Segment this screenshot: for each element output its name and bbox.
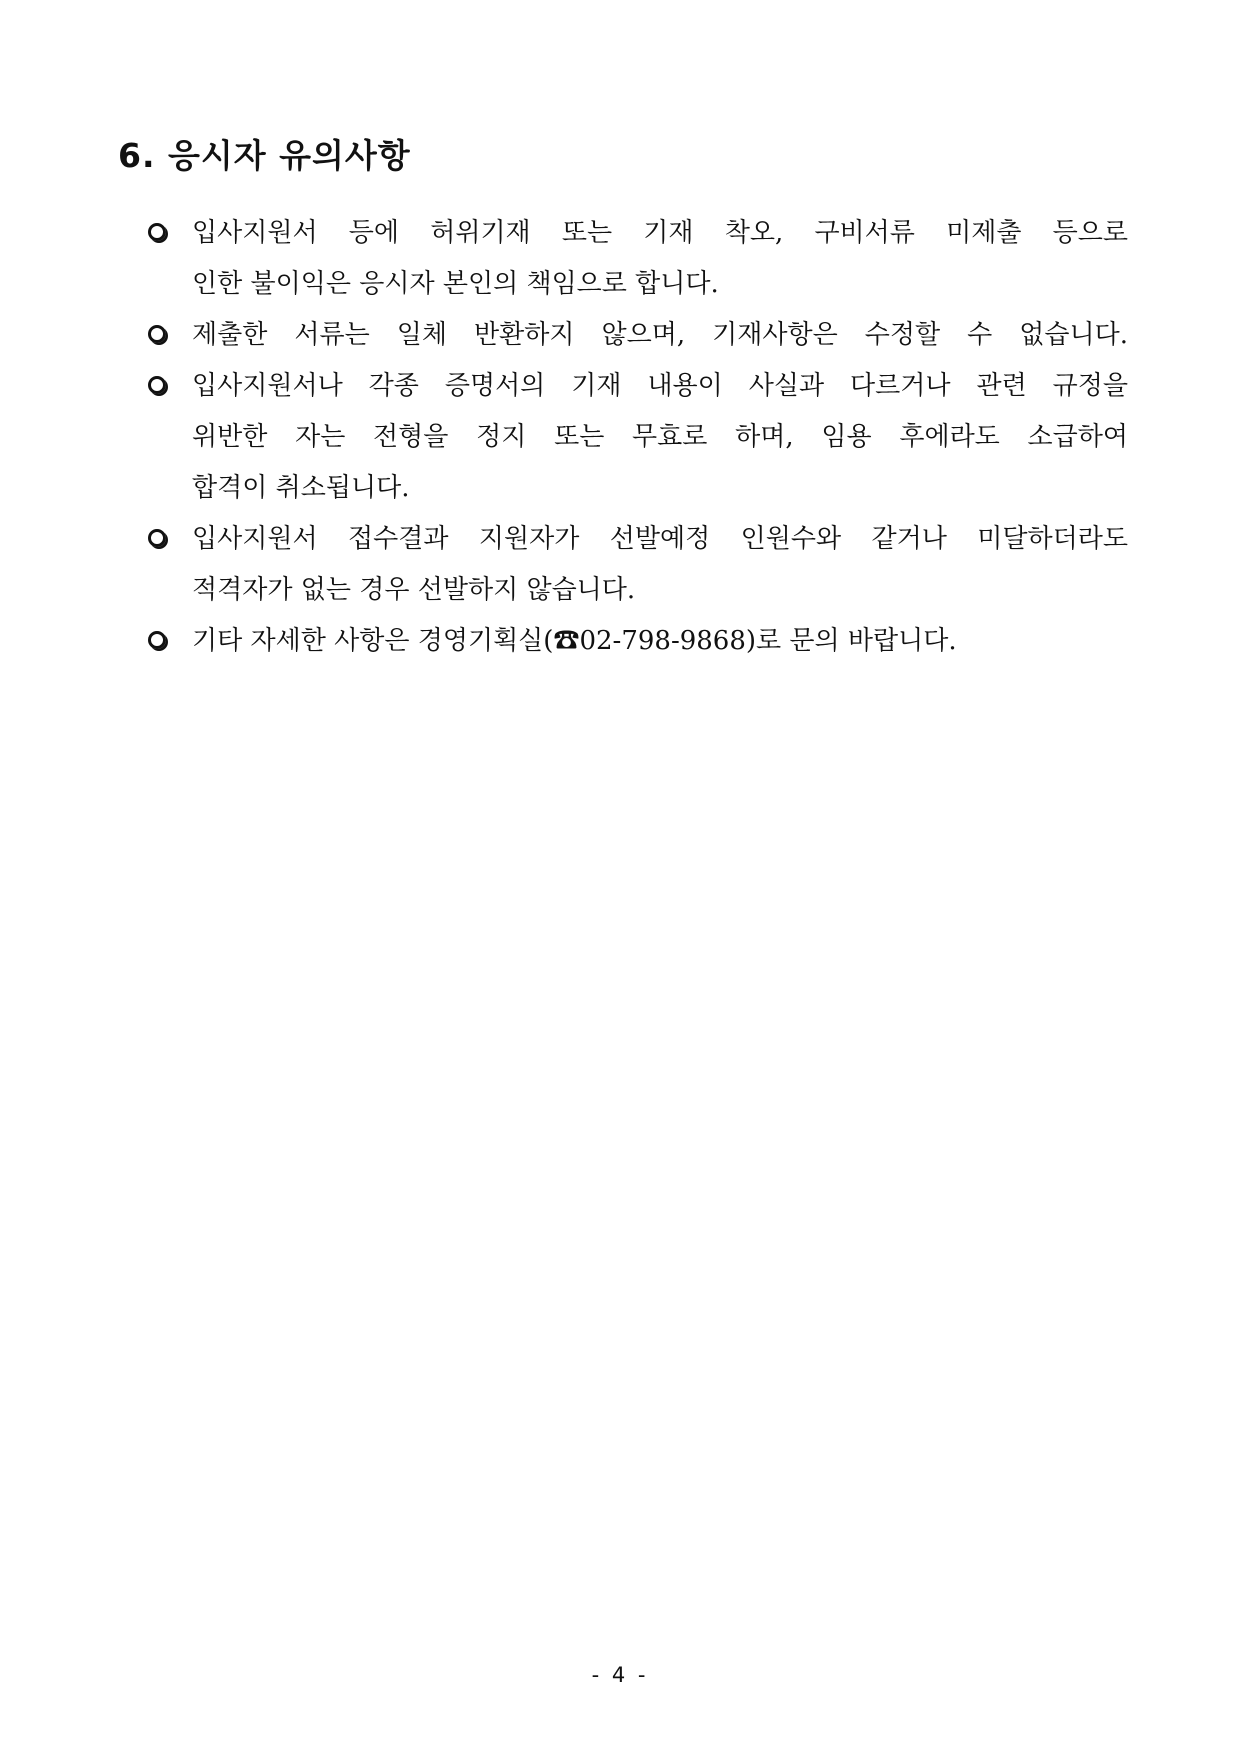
circle-bullet-icon [148, 529, 166, 547]
notice-item [148, 514, 1128, 616]
circle-bullet-icon [148, 376, 166, 394]
notice-line: 입사지원서나 각종 증명서의 기재 내용이 사실과 다르거나 관련 규정을 [192, 371, 1128, 401]
circle-bullet-icon [148, 223, 166, 241]
notice-item [148, 310, 1128, 361]
notice-line: 위반한 자는 전형을 정지 또는 무효로 하며, 임용 후에라도 소급하여 [192, 422, 1128, 452]
page-number: - 4 - [591, 1663, 649, 1687]
notice-line: 입사지원서 접수결과 지원자가 선발예정 인원수와 같거나 미달하더라도 [192, 524, 1128, 554]
notice-item [148, 361, 1128, 514]
notice-line: 적격자가 없는 경우 선발하지 않습니다. [192, 575, 636, 605]
circle-bullet-icon [148, 631, 166, 649]
notice-line: 제출한 서류는 일체 반환하지 않으며, 기재사항은 수정할 수 없습니다. [192, 320, 1128, 350]
circle-bullet-icon [148, 325, 166, 343]
notice-line: 입사지원서 등에 허위기재 또는 기재 착오, 구비서류 미제출 등으로 [192, 218, 1128, 248]
notice-line: 합격이 취소됩니다. [192, 473, 410, 503]
notice-line: 기타 자세한 사항은 경영기획실(☎02-798-9868)로 문의 바랍니다. [192, 626, 957, 656]
section-title: 6. 응시자 유의사항 [118, 136, 411, 175]
notice-item [148, 616, 1128, 667]
notice-item [148, 208, 1128, 310]
notice-list [148, 208, 1128, 667]
notice-line: 인한 불이익은 응시자 본인의 책임으로 합니다. [192, 269, 719, 299]
